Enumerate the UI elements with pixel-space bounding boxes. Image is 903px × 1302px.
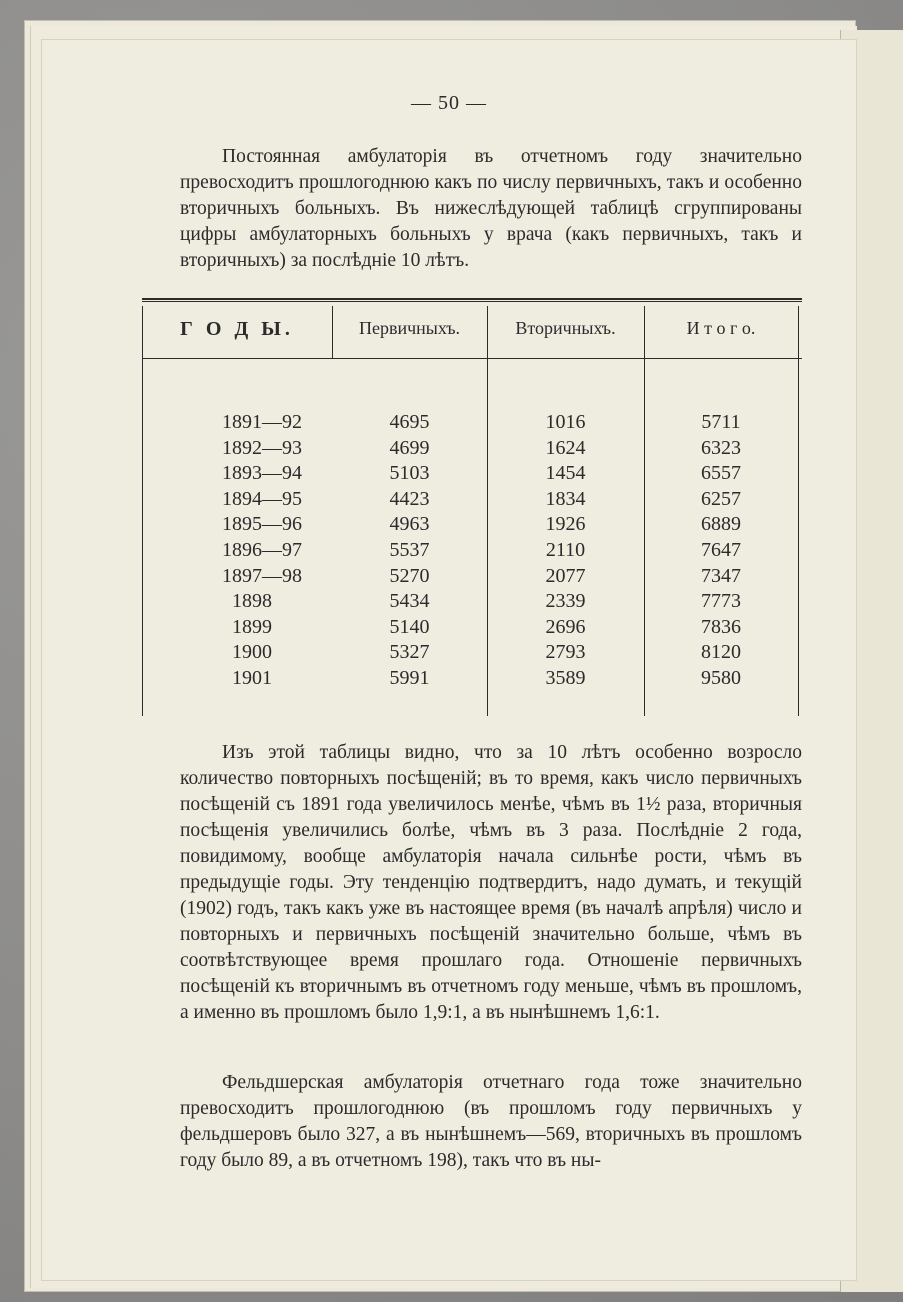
cell-year: 1893—94 [222,462,302,485]
book-page [42,40,856,1280]
cell-year: 1896—97 [222,539,302,561]
header-years: Г О Д Ы. [180,318,294,340]
cell-year: 1898 [232,590,272,613]
header-secondary: Вторичныхъ. [515,318,616,338]
cell-primary: 5140 [389,615,430,638]
cell-year: 1895—96 [222,513,302,536]
cell-secondary: 1834 [545,487,586,510]
cell-secondary: 2696 [545,615,586,638]
cell-year: 1892—93 [222,436,302,459]
cell-secondary: 1454 [545,462,586,485]
header-total: И т о г о. [686,318,756,338]
cell-secondary: 1624 [545,436,586,459]
cell-primary: 5537 [389,539,430,561]
cell-total: 8120 [701,641,741,664]
table-left-border [142,306,143,716]
header-primary: Первичныхъ. [358,318,461,338]
cell-total: 5711 [701,411,741,433]
cell-primary: 5327 [389,641,430,664]
cell-total: 6557 [701,462,741,485]
cell-primary: 5270 [389,564,430,587]
cell-primary: 4699 [389,436,430,459]
cell-year: 1901 [232,667,272,689]
table-right-border [798,306,799,716]
paragraph-intro: Постоянная амбулаторія въ отчетномъ году значительно превосходитъ прошлогоднюю какъ по числу первичныхъ, такъ и особенно вторичныхъ больныхъ. Въ нижеслѣдующей таблицѣ сгруппированы цифры амбулаторныхъ больныхъ у врача (какъ первичныхъ, такъ и вторичныхъ) за послѣдніе 10 лѣтъ. [180,146,802,271]
cell-secondary: 2339 [545,590,586,613]
cell-primary: 4423 [389,487,430,510]
cell-total: 6323 [701,436,741,459]
cell-year: 1894—95 [222,487,302,510]
table-top-rule [142,298,802,302]
cell-primary: 5103 [389,462,430,485]
cell-year: 1900 [232,641,272,664]
cell-primary: 4963 [389,513,430,536]
cell-total: 6889 [701,513,741,536]
header-rule [142,358,802,359]
cell-primary: 5434 [389,590,430,613]
cell-year: 1899 [232,615,272,638]
cell-secondary: 3589 [545,667,586,689]
data-table [142,298,802,718]
cell-total: 7773 [701,590,741,613]
cell-total: 6257 [701,487,741,510]
cell-total: 7347 [701,564,741,587]
cell-total: 9580 [701,667,741,689]
cell-year: 1897—98 [222,564,302,587]
cell-year: 1891—92 [222,411,302,433]
cell-primary: 5991 [389,667,430,689]
cell-total: 7836 [701,615,741,638]
page-number: — 50 — [411,92,487,114]
cell-secondary: 1926 [545,513,586,536]
cell-secondary: 2077 [545,564,586,587]
paragraph-feldsher: Фельдшерская амбулаторія отчетнаго года тоже значительно превосходитъ прошлогоднюю (въ прошломъ году первичныхъ у фельдшеровъ было 327, а въ нынѣшнемъ—569, вторичныхъ въ прошломъ году было 89, а въ отчетномъ 198), такъ что въ ны- [180,1072,802,1171]
cell-primary: 4695 [389,411,430,433]
cell-total: 7647 [701,539,741,561]
cell-secondary: 2110 [545,539,586,561]
paragraph-analysis: Изъ этой таблицы видно, что за 10 лѣтъ особенно возросло количество повторныхъ посѣщеній; въ то время, какъ число первичныхъ посѣщеній съ 1891 года увеличилось менѣе, чѣмъ въ 1½ раза, вторичныя посѣщенія увеличились болѣе, чѣмъ въ 3 раза. Послѣдніе 2 года, повидимому, вообще амбулаторія начала сильнѣе рости, чѣмъ въ предыдущіе годы. Эту тенденцію подтвердитъ, надо думать, и текущій (1902) годъ, такъ какъ уже въ настоящее время (въ началѣ апрѣля) число и повторныхъ и первичныхъ посѣщеній значительно больше, чѣмъ въ соотвѣтствующее время прошлаго года. Отношеніе первичныхъ посѣщеній къ вторичнымъ въ отчетномъ году меньше, чѣмъ въ прошломъ, а именно въ прошломъ было 1,9:1, а въ нынѣшнемъ 1,6:1. [180,742,802,1023]
cell-secondary: 2793 [545,641,586,664]
cell-secondary: 1016 [545,411,586,433]
